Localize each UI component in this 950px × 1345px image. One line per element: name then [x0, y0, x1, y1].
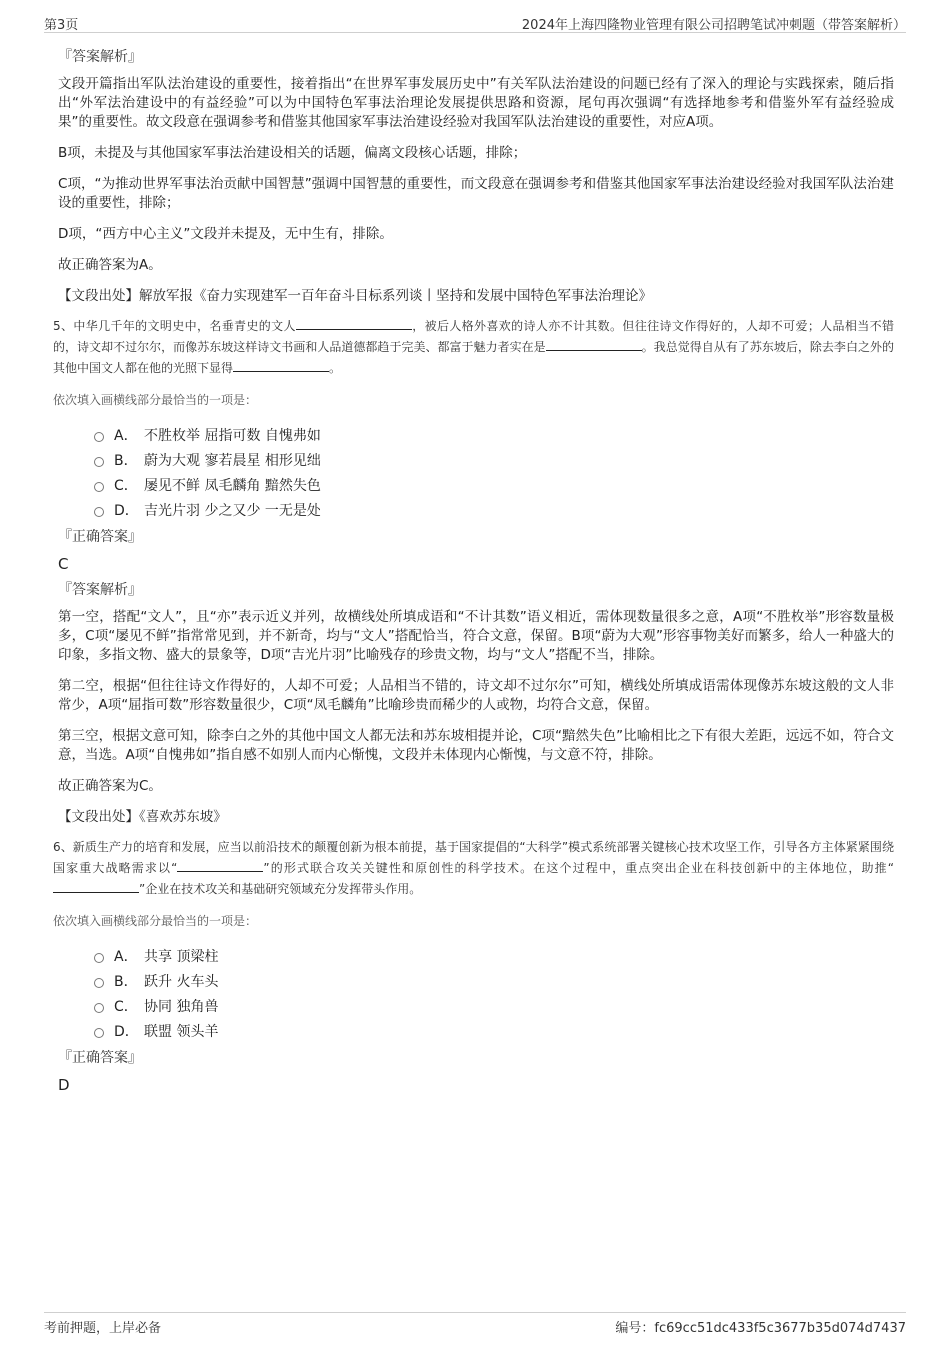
- page-header: [44, 10, 906, 33]
- analysis-conclusion: 故正确答案为C。: [58, 778, 162, 794]
- question-5-options: [94, 422, 894, 522]
- fill-blank: [53, 880, 139, 893]
- analysis-paragraph: B项，未提及与其他国家军事法治建设相关的话题，偏离文段核心话题，排除；: [58, 145, 527, 161]
- question-prompt: 依次填入画横线部分最恰当的一项是：: [53, 914, 258, 928]
- fill-blank: [233, 359, 329, 372]
- analysis-tag: 『答案解析』: [58, 49, 142, 65]
- answer-tag: 『正确答案』: [58, 529, 142, 545]
- question-6-options: [94, 943, 894, 1043]
- analysis-paragraph: C项，“为推动世界军事法治贡献中国智慧”强调中国智慧的重要性，而文段意在强调参考和借鉴其他国家军事法治建设经验对我国军队法治建设的重要性，排除；: [58, 176, 894, 211]
- correct-answer: C: [58, 555, 69, 573]
- analysis-conclusion: 故正确答案为A。: [58, 257, 162, 273]
- question-6-text: 6、新质生产力的培育和发展，应当以前沿技术的颠覆创新为根本前提，基于国家提倡的“大科学”模式系统部署关键核心技术攻坚工作，引导各方主体紧紧围绕国家重大战略需求以“ ”的形式联合攻关关键性和原创性的科学技术。在这个过程中，重点突出企业在科技创新中的主体地位，助推“”企业在技术攻关和基础研究领域充分发挥带头作用。: [53, 840, 894, 896]
- option-d[interactable]: D． 联盟 领头羊: [94, 1018, 894, 1043]
- source-citation: 【文段出处】《喜欢苏东坡》: [58, 809, 227, 825]
- radio-icon[interactable]: [94, 457, 104, 467]
- question-prompt: 依次填入画横线部分最恰当的一项是：: [53, 393, 258, 407]
- correct-answer: D: [58, 1076, 70, 1094]
- analysis-paragraph: 第二空，根据“但往往诗文作得好的，人却不可爱；人品相当不错的，诗文却不过尔尔”可知，横线处所填成语需体现像苏东坡这般的文人非常少，A项“屈指可数”形容数量很少，C项“凤毛麟角”比喻珍贵而稀少的人或物，均符合文意，保留。: [58, 678, 894, 713]
- document-id: 编号：fc69cc51dc433f5c3677b35d074d7437: [615, 1321, 906, 1336]
- option-d[interactable]: D． 吉光片羽 少之又少 一无是处: [94, 497, 894, 522]
- option-a[interactable]: A． 不胜枚举 屈指可数 自愧弗如: [94, 422, 894, 447]
- radio-icon[interactable]: [94, 1003, 104, 1013]
- analysis-paragraph: 第三空，根据文意可知，除李白之外的其他中国文人都无法和苏东坡相提并论，C项“黯然失色”比喻相比之下有很大差距，远远不如，符合文意，当选。A项“自愧弗如”指自感不如别人而内心惭愧，文段并未体现内心惭愧，与文意不符，排除。: [58, 728, 894, 763]
- footer-slogan: 考前押题，上岸必备: [44, 1321, 162, 1336]
- radio-icon[interactable]: [94, 482, 104, 492]
- option-c[interactable]: C． 屡见不鲜 凤毛麟角 黯然失色: [94, 472, 894, 497]
- document-body: [53, 44, 894, 1102]
- fill-blank: [296, 317, 412, 330]
- page-number: 第3页: [44, 18, 79, 33]
- radio-icon[interactable]: [94, 1028, 104, 1038]
- option-c[interactable]: C． 协同 独角兽: [94, 993, 894, 1018]
- option-b[interactable]: B． 跃升 火车头: [94, 968, 894, 993]
- document-title: 2024年上海四隆物业管理有限公司招聘笔试冲刺题（带答案解析）: [521, 18, 906, 33]
- radio-icon[interactable]: [94, 507, 104, 517]
- radio-icon[interactable]: [94, 953, 104, 963]
- fill-blank: [177, 859, 263, 872]
- analysis-paragraph: 第一空，搭配“文人”，且“亦”表示近义并列，故横线处所填成语和“不计其数”语义相近，需体现数量很多之意，A项“不胜枚举”形容数量极多，C项“屡见不鲜”指常常见到，并不新奇，均与“文人”搭配恰当，符合文意，保留。B项“蔚为大观”形容事物美好而繁多，给人一种盛大的印象，多指文物、盛大的景象等，D项“吉光片羽”比喻残存的珍贵文物，均与“文人”搭配不当，排除。: [58, 609, 894, 663]
- question-5-text: 5、中华几千年的文明史中，名垂青史的文人 ，被后人格外喜欢的诗人亦不计其数。但往往诗文作得好的，人却不可爱；人品相当不错的，诗文却不过尔尔，而像苏东坡这样诗文书画和人品道德都趋于完美、都富于魅力者实在是 。我总觉得自从有了苏东坡后，除去李白之外的其他中国文人都在他的光照下显得 。: [53, 319, 894, 375]
- radio-icon[interactable]: [94, 432, 104, 442]
- option-b[interactable]: B． 蔚为大观 寥若晨星 相形见绌: [94, 447, 894, 472]
- analysis-paragraph: D项，“西方中心主义”文段并未提及，无中生有，排除。: [58, 226, 393, 242]
- source-citation: 【文段出处】解放军报《奋力实现建军一百年奋斗目标系列谈丨坚持和发展中国特色军事法治理论》: [58, 288, 652, 304]
- analysis-paragraph: 文段开篇指出军队法治建设的重要性，接着指出“在世界军事发展历史中”有关军队法治建设的问题已经有了深入的理论与实践探索，随后指出“外军法治建设中的有益经验”可以为中国特色军事法治理论发展提供思路和资源，尾句再次强调“有选择地参考和借鉴外军有益经验成果”的重要性。故文段意在强调参考和借鉴其他国家军事法治建设经验对我国军队法治建设的重要性，对应A项。: [58, 76, 894, 130]
- fill-blank: [546, 338, 642, 351]
- answer-tag: 『正确答案』: [58, 1050, 142, 1066]
- radio-icon[interactable]: [94, 978, 104, 988]
- option-a[interactable]: A． 共享 顶梁柱: [94, 943, 894, 968]
- page-footer: [44, 1312, 906, 1337]
- analysis-tag: 『答案解析』: [58, 582, 142, 598]
